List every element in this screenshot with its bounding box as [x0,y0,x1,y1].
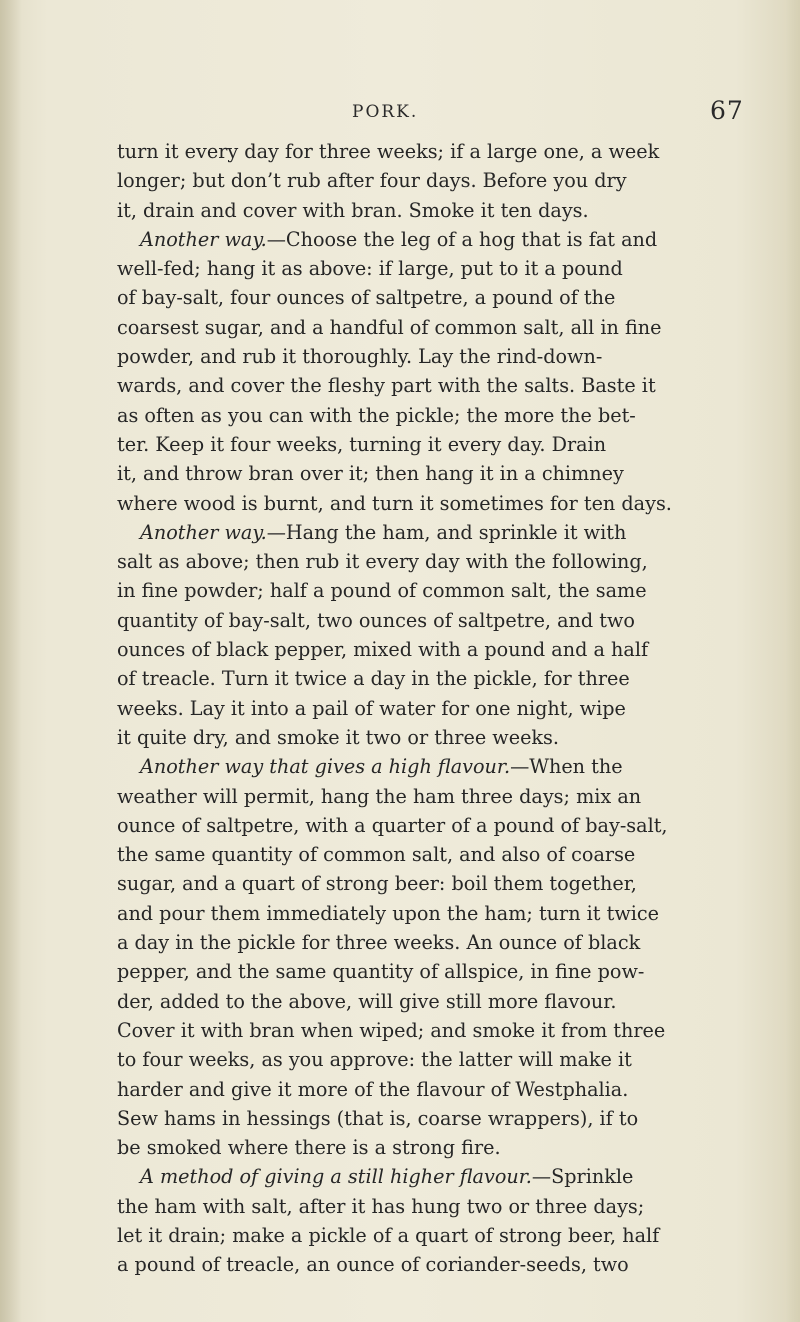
text-segment: well-fed; hang it as above: if large, put to it a pound [117,257,623,281]
text-line [117,664,785,693]
text-segment: —Sprinkle [531,1165,634,1189]
text-line [117,869,785,898]
text-segment: weather will permit, hang the ham three days; mix an [117,784,642,808]
text-line [117,1104,785,1133]
text-line [117,987,785,1016]
text-segment: sugar, and a quart of strong beer: boil them together, [117,872,637,896]
text-line [117,430,785,459]
text-segment: it, drain and cover with bran. Smoke it ten days. [117,198,589,222]
text-line [117,899,785,928]
page-gutter-shadow [0,0,22,1322]
page-edge-shadow [786,0,800,1322]
text-line [117,137,785,166]
text-segment: harder and give it more of the flavour of Westphalia. [117,1077,629,1101]
text-segment: of bay-salt, four ounces of saltpetre, a pound of the [117,286,616,310]
text-segment: of treacle. Turn it twice a day in the pickle, for three [117,667,630,691]
text-segment: a day in the pickle for three weeks. An ounce of black [117,931,641,955]
text-line [117,811,785,840]
recipe-heading: Another way that gives a high flavour. [140,755,511,779]
text-segment: —Hang the ham, and sprinkle it with [266,520,627,544]
text-line [117,166,785,195]
text-line [117,489,785,518]
text-line [117,635,785,664]
recipe-heading: Another way. [140,520,267,544]
text-segment: weeks. Lay it into a pail of water for one night, wipe [117,696,626,720]
text-segment: the ham with salt, after it has hung two or three days; [117,1194,645,1218]
text-line [117,1016,785,1045]
text-segment: Cover it with bran when wiped; and smoke it from three [117,1018,666,1042]
text-line [117,723,785,752]
text-segment: der, added to the above, will give still more flavour. [117,989,617,1013]
text-line [117,928,785,957]
text-line [117,840,785,869]
text-segment: Sew hams in hessings (that is, coarse wrappers), if to [117,1106,639,1130]
text-line [117,313,785,342]
text-segment: longer; but don’t rub after four days. Before you dry [117,169,627,193]
paragraph-first-line [117,518,785,547]
paragraph-first-line [117,225,785,254]
text-line [117,1221,785,1250]
text-segment: to four weeks, as you approve: the latter will make it [117,1048,632,1072]
text-line [117,1045,785,1074]
text-segment: it, and throw bran over it; then hang it in a chimney [117,462,624,486]
text-segment: the same quantity of common salt, and also of coarse [117,843,636,867]
text-segment: be smoked where there is a strong fire. [117,1136,501,1160]
text-line [117,1133,785,1162]
text-line [117,254,785,283]
text-segment: powder, and rub it thoroughly. Lay the rind-down- [117,345,603,369]
text-line [117,957,785,986]
paragraph-first-line [117,1162,785,1191]
text-segment: where wood is burnt, and turn it sometimes for ten days. [117,491,672,515]
text-segment: in fine powder; half a pound of common salt, the same [117,579,647,603]
running-head-title: PORK. [352,102,419,122]
text-line [117,283,785,312]
text-segment: pepper, and the same quantity of allspice, in fine pow- [117,960,645,984]
recipe-heading: A method of giving a still higher flavour. [140,1165,532,1189]
text-line [117,401,785,430]
text-segment: ounces of black pepper, mixed with a pound and a half [117,638,649,662]
text-line [117,1250,785,1279]
running-head [0,96,800,128]
text-line [117,547,785,576]
text-segment: let it drain; make a pickle of a quart of strong beer, half [117,1223,660,1247]
text-line [117,576,785,605]
text-segment: it quite dry, and smoke it two or three weeks. [117,725,559,749]
text-segment: a pound of treacle, an ounce of coriander-seeds, two [117,1253,629,1277]
text-line [117,606,785,635]
text-segment: —When the [510,755,623,779]
text-line [117,342,785,371]
text-segment: turn it every day for three weeks; if a large one, a week [117,140,660,163]
recipe-heading: Another way. [140,227,267,251]
page-number: 67 [710,96,744,125]
text-line [117,1075,785,1104]
text-segment: and pour them immediately upon the ham; turn it twice [117,901,659,925]
text-segment: wards, and cover the fleshy part with the salts. Baste it [117,374,656,398]
text-segment: —Choose the leg of a hog that is fat and [266,227,658,251]
text-segment: ter. Keep it four weeks, turning it every day. Drain [117,432,607,456]
text-line [117,782,785,811]
text-line [117,694,785,723]
text-line [117,459,785,488]
text-segment: ounce of saltpetre, with a quarter of a pound of bay-salt, [117,813,668,837]
paragraph-first-line [117,752,785,781]
text-line [117,196,785,225]
text-segment: quantity of bay-salt, two ounces of saltpetre, and two [117,608,635,632]
text-segment: salt as above; then rub it every day with the following, [117,550,648,574]
text-segment: as often as you can with the pickle; the more the bet- [117,403,636,427]
text-line [117,1192,785,1221]
body-text [117,137,785,1280]
text-line [117,371,785,400]
text-segment: coarsest sugar, and a handful of common salt, all in fine [117,315,662,339]
